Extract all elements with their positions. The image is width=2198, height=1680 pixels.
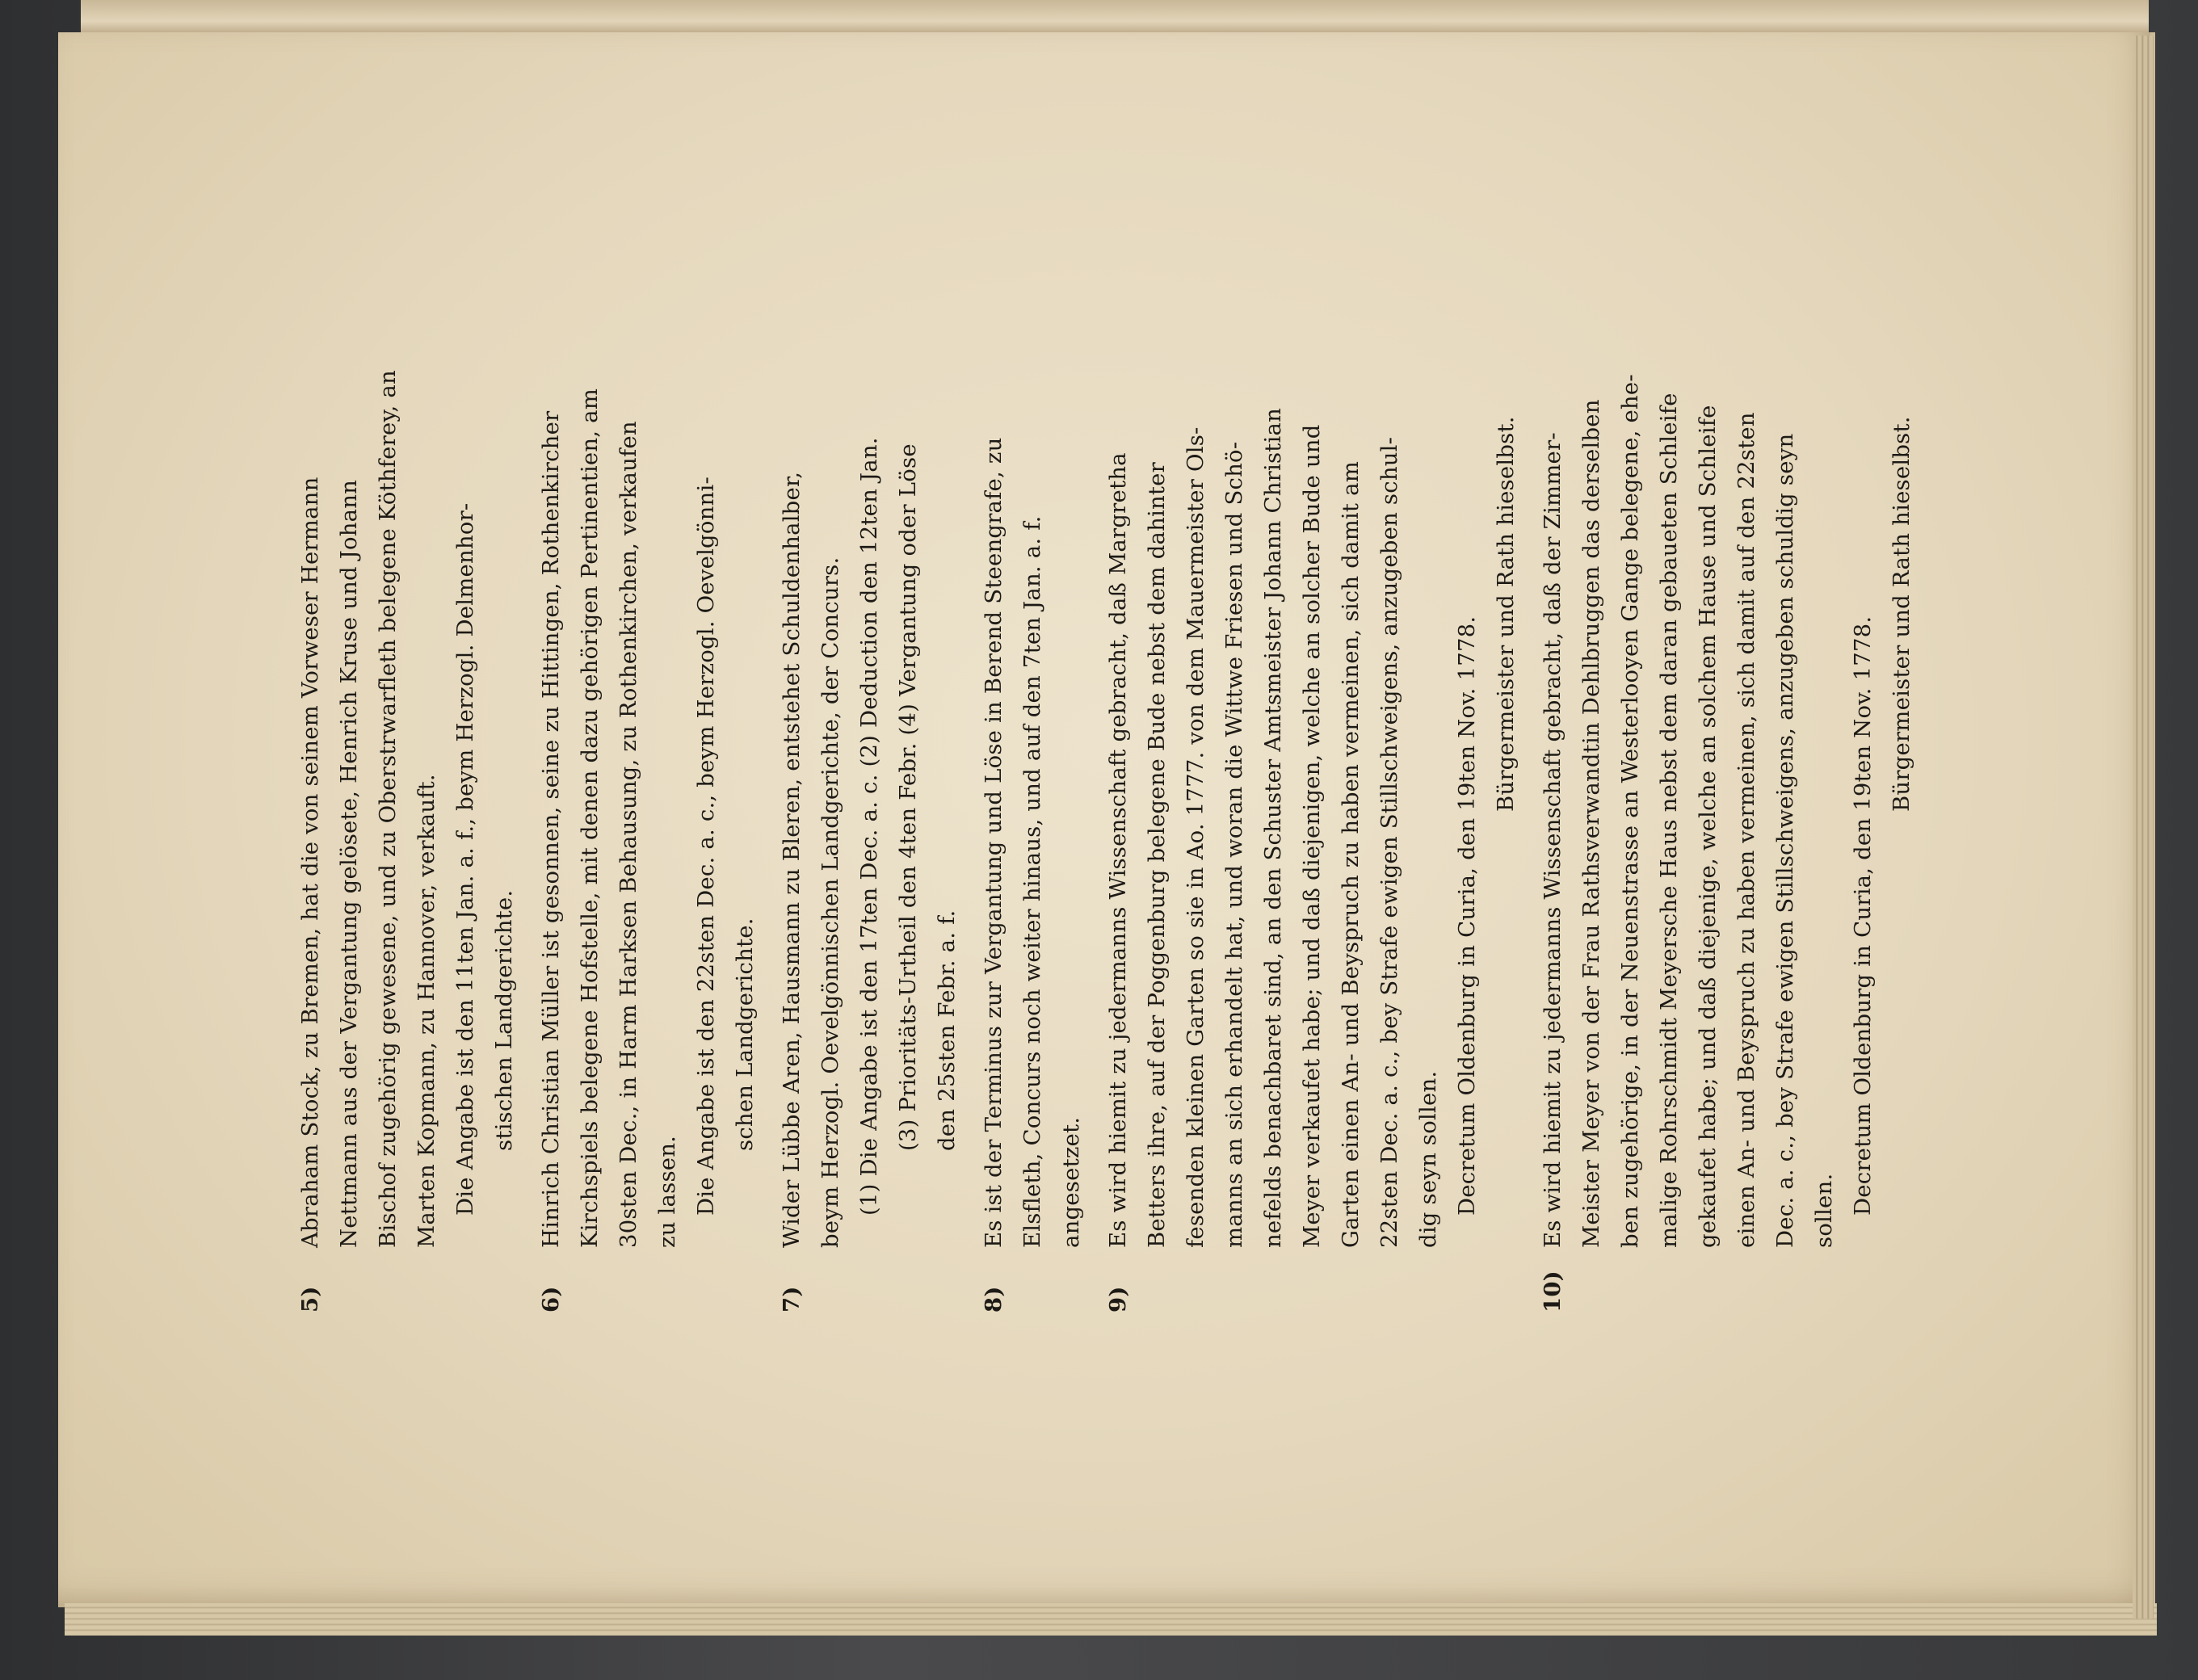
entry-line: Es wird hiemit zu jedermanns Wissenschaft gebracht, daß der Zimmer- — [1540, 432, 1565, 1248]
entry-line: dig seyn sollen. — [1415, 1070, 1441, 1248]
entry-signature: Bürgermeister und Rath hieselbst. — [1889, 416, 1914, 812]
entry-line: Marten Kopmann, zu Hannover, verkauft. — [414, 774, 439, 1248]
entry-line: 22sten Dec. a. c., bey Strafe ewigen Stillschweigens, anzugeben schul- — [1376, 436, 1402, 1248]
entry-6 — [1533, 109, 1921, 1312]
entry-line: Kirchspiels belegene Hofstelle, mit denen dazu gehörigen Pertinentien, am — [577, 388, 603, 1248]
page-stack-bottom — [65, 1603, 2157, 1636]
entry-line: ben zugehörige, in der Neuenstrasse an Westerlooyen Gange belegene, ehe- — [1617, 374, 1643, 1248]
entry-line: 30sten Dec., in Harm Harksen Behausung, zu Rothenkirchen, verkaufen — [616, 421, 641, 1248]
entry-line: Dec. a. c., bey Strafe ewigen Stillschweigens, anzugeben schuldig seyn — [1772, 433, 1798, 1248]
entry-line: Nettmann aus der Vergantung gelösete, Henrich Kruse und Johann — [336, 479, 362, 1248]
entry-subline: (3) Prioritäts-Urtheil den 4ten Febr. (4) Vergantung oder Löse — [895, 443, 921, 1151]
entry-subline: den 25sten Febr. a. f. — [934, 909, 960, 1151]
entry-subline: Die Angabe ist den 22sten Dec. a. c., beym Herzogl. Oevelgönni- — [693, 477, 719, 1216]
entry-line: sollen. — [1811, 1173, 1837, 1248]
entry-subline: (1) Die Angabe ist den 17ten Dec. a. c. (2) Deduction den 12ten Jan. — [856, 437, 882, 1216]
entry-line: nefelds benachbaret sind, an den Schuster Amtsmeister Johann Christian — [1260, 407, 1286, 1248]
entry-1 — [291, 109, 523, 1312]
entry-line: Bischof zugehörig gewesene, und zu Oberstrwarfleth belegene Köthferey, an — [375, 370, 401, 1248]
entry-line: manns an sich erhandelt hat, und woran die Wittwe Friesen und Schö- — [1221, 441, 1247, 1248]
entry-line: Hinrich Christian Müller ist gesonnen, seine zu Hittingen, Rothenkircher — [538, 410, 564, 1248]
entry-gap — [966, 109, 974, 1312]
entry-gap — [523, 109, 532, 1312]
entry-2 — [532, 109, 764, 1312]
entry-5 — [1099, 109, 1525, 1312]
entry-line: Elsfleth, Concurs noch weiter hinaus, und auf den 7ten Jan. a. f. — [1019, 515, 1045, 1248]
entry-line: Es ist der Terminus zur Vergantung und Löse in Berend Steengrafe, zu — [981, 437, 1007, 1248]
entry-subline: stischen Landgerichte. — [491, 889, 517, 1151]
entry-line: einen An- und Beyspruch zu haben vermeinen, sich damit auf den 22sten — [1734, 412, 1759, 1248]
page-stack-right — [2133, 36, 2154, 1619]
rotated-text-block — [291, 109, 1914, 1312]
entry-gap — [764, 109, 772, 1312]
entry-gap — [1525, 109, 1533, 1312]
entry-subline: schen Landgerichte. — [732, 918, 758, 1151]
entry-line: Es wird hiemit zu jedermanns Wissenschaft gebracht, daß Margretha — [1105, 452, 1131, 1248]
entry-number: 8) — [981, 1286, 1007, 1312]
entry-line: Betters ihre, auf der Poggenburg belegene Bude nebst dem dahinter — [1144, 462, 1170, 1248]
entry-line: Garten einen An- und Beyspruch zu haben vermeinen, sich damit am — [1338, 461, 1364, 1248]
entry-line: gekaufet habe; und daß diejenige, welche an solchem Hause und Schleife — [1695, 405, 1721, 1248]
entry-number: 10) — [1540, 1270, 1565, 1312]
entry-subline: Die Angabe ist den 11ten Jan. a. f., beym Herzogl. Delmenhor- — [452, 502, 478, 1216]
entry-3 — [772, 109, 966, 1312]
entry-subline: Decretum Oldenburg in Curia, den 19ten Nov. 1778. — [1850, 615, 1876, 1216]
entry-number: 9) — [1105, 1286, 1131, 1312]
entry-line: Abraham Stock, zu Bremen, hat die von seinem Vorweser Hermann — [297, 477, 323, 1248]
entry-line: zu lassen. — [654, 1135, 680, 1248]
entry-gap — [1091, 109, 1099, 1312]
entry-line: angesetzet. — [1058, 1116, 1084, 1248]
entry-line: Meister Meyer von der Frau Rathsverwandtin Dehlbruggen das derselben — [1578, 399, 1604, 1248]
entry-line: Wider Lübbe Aren, Hausmann zu Bleren, entstehet Schuldenhalber, — [779, 471, 805, 1248]
entry-number: 6) — [538, 1286, 564, 1312]
entry-line: Meyer verkaufet habe; und daß diejenigen, welche an solcher Bude und — [1299, 424, 1325, 1248]
entry-number: 7) — [779, 1286, 805, 1312]
entry-line: malige Rohrschmidt Meyersche Haus nebst dem daran gebaueten Schleife — [1656, 393, 1682, 1248]
entry-subline: Decretum Oldenburg in Curia, den 19ten Nov. 1778. — [1454, 615, 1480, 1216]
entry-number: 5) — [297, 1286, 323, 1312]
entry-gap — [1921, 109, 1929, 1312]
entry-4 — [974, 109, 1091, 1312]
entry-line: beym Herzogl. Oevelgönnischen Landgerichte, der Concurs. — [817, 556, 843, 1248]
entry-line: fesenden kleinen Garten so sie in Ao. 1777. von dem Mauermeister Ols- — [1183, 426, 1208, 1248]
entry-signature: Bürgermeister und Rath hieselbst. — [1493, 416, 1519, 812]
